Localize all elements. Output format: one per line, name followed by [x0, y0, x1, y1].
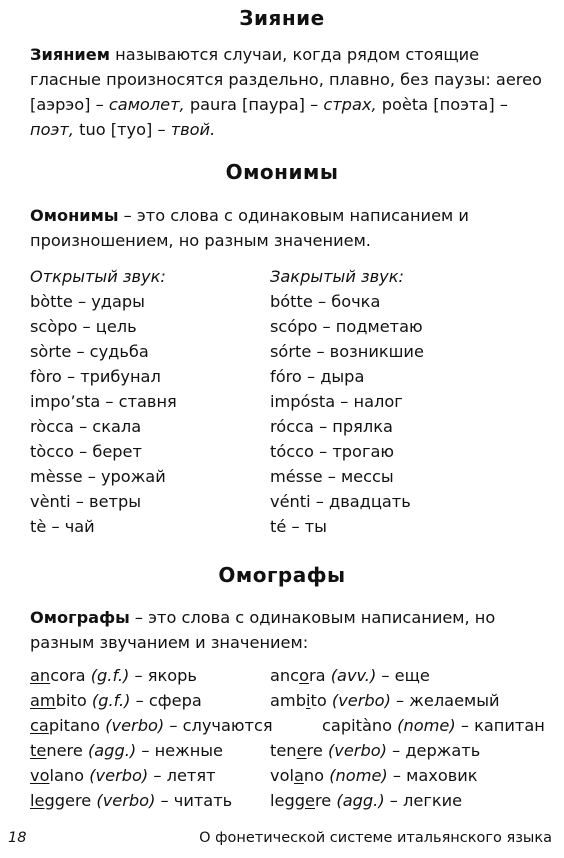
- list-item: bòtte – удары: [30, 292, 145, 311]
- homographs-left-column: [30, 663, 273, 813]
- closed-sound-header: Закрытый звук:: [270, 267, 404, 286]
- list-item: vénti – двадцать: [270, 492, 411, 511]
- list-item: capitano (verbo) – случаются: [30, 716, 273, 735]
- hiatus-text-2: paura [паура] –: [184, 95, 324, 114]
- list-item: fóro – дыра: [270, 367, 365, 386]
- list-item: volano (verbo) – летят: [30, 766, 216, 785]
- page-number: 18: [8, 830, 27, 846]
- list-item: ancora (avv.) – еще: [270, 666, 430, 685]
- list-item: ambito (verbo) – желаемый: [270, 691, 500, 710]
- list-item: leggere (verbo) – читать: [30, 791, 233, 810]
- term-homonyms: Омонимы: [30, 206, 119, 225]
- list-item: vènti – ветры: [30, 492, 142, 511]
- list-item: leggere (agg.) – легкие: [270, 791, 463, 810]
- list-item: ambito (g.f.) – сфера: [30, 691, 202, 710]
- list-item: tè – чай: [30, 517, 95, 536]
- list-item: tenere (verbo) – держать: [270, 741, 481, 760]
- list-item: scópo – подметаю: [270, 317, 423, 336]
- list-item: té – ты: [270, 517, 327, 536]
- list-item: ròcca – скала: [30, 417, 142, 436]
- list-item: sórte – возникшие: [270, 342, 424, 361]
- hiatus-translation-2: страх,: [323, 95, 377, 114]
- list-item: mésse – мессы: [270, 467, 394, 486]
- running-title: О фонетической системе итальянского языка: [199, 830, 552, 846]
- list-item: sòrte – судьба: [30, 342, 149, 361]
- paragraph-homonyms: [30, 203, 546, 253]
- list-item: mèsse – урожай: [30, 467, 166, 486]
- list-item: fòro – трибунал: [30, 367, 161, 386]
- list-item: tòcco – берет: [30, 442, 142, 461]
- list-item: tócco – трогаю: [270, 442, 394, 461]
- open-sound-column: [30, 264, 177, 539]
- list-item: impósta – налог: [270, 392, 403, 411]
- list-item: scòpo – цель: [30, 317, 137, 336]
- hiatus-translation-4: твой.: [170, 120, 216, 139]
- list-item: ancora (g.f.) – якорь: [30, 666, 197, 685]
- hiatus-text-4: tuo [туо] –: [73, 120, 171, 139]
- homographs-right-column: [270, 663, 545, 813]
- section-title-hiatus: Зияние: [239, 6, 325, 30]
- section-title-homonyms: Омонимы: [225, 160, 339, 184]
- list-item: rócca – прялка: [270, 417, 393, 436]
- hiatus-text-3: poèta [поэта] –: [376, 95, 508, 114]
- list-item: volano (nome) – маховик: [270, 766, 478, 785]
- list-item: tenere (agg.) – нежные: [30, 741, 224, 760]
- paragraph-homographs: [30, 605, 546, 655]
- list-item: capitàno (nome) – капитан: [322, 716, 545, 735]
- list-item: bótte – бочка: [270, 292, 381, 311]
- homographs-definition: – это слова с одинаковым написанием, но разным звучанием и значением:: [30, 608, 496, 652]
- paragraph-hiatus: [30, 42, 546, 142]
- open-sound-header: Открытый звук:: [30, 267, 166, 286]
- hiatus-translation-1: самолет,: [108, 95, 185, 114]
- list-item: impo’sta – ставня: [30, 392, 177, 411]
- hiatus-text-1: называются случаи, когда рядом стоящие гласные произносятся раздельно, плавно, без паузы: aereo [аэрэо] –: [30, 45, 542, 114]
- section-title-homographs: Омографы: [218, 563, 346, 587]
- term-homographs: Омографы: [30, 608, 130, 627]
- homonyms-definition: – это слова с одинаковым написанием и произношением, но разным значением.: [30, 206, 469, 250]
- hiatus-translation-3: поэт,: [30, 120, 74, 139]
- closed-sound-column: [270, 264, 424, 539]
- term-hiatus: Зиянием: [30, 45, 110, 64]
